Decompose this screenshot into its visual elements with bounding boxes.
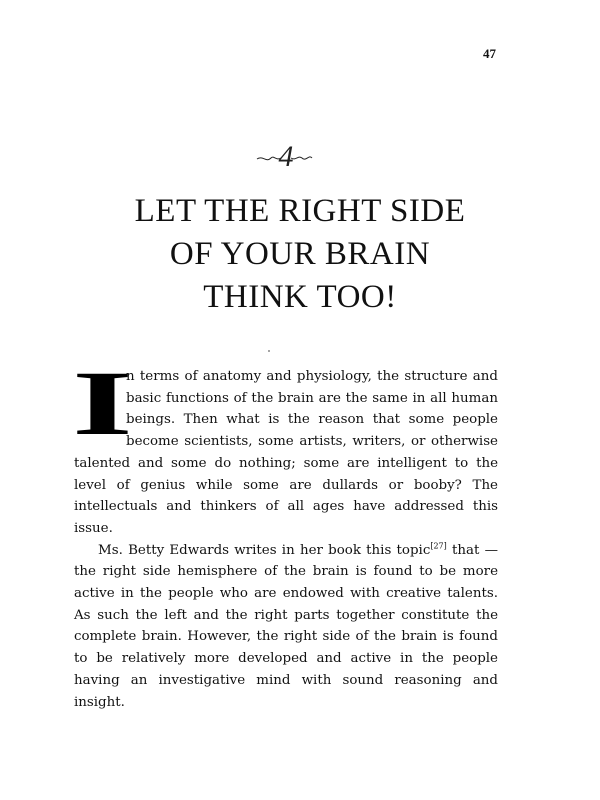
chapter-title: [60, 190, 540, 319]
paragraph-1-text: n terms of anatomy and physiology, the structure and basic functions of the brain are the same in all human beings. Then what is the reason that some people become scientists, some artists, writers, or otherwise talented and some do nothing; some are intelligent to the level of genius while some are dullards or booby? The intellectuals and thinkers of all ages have addressed this issue.: [74, 369, 498, 536]
chapter-number-ornament: [0, 136, 600, 176]
chapter-title-line-2: OF YOUR BRAIN: [169, 236, 431, 272]
paragraph-2-text-start: Ms. Betty Edwards writes in her book this topic: [98, 542, 431, 558]
ornament-right-flourish: [291, 157, 312, 159]
ornament-left-flourish: [257, 157, 281, 160]
chapter-title-line-3: THINK TOO!: [203, 279, 397, 315]
footnote-reference[interactable]: [27]: [430, 541, 447, 551]
chapter-number: 4: [278, 140, 294, 173]
scan-speck: [268, 350, 270, 352]
body-text: [72, 352, 498, 713]
chapter-title-line-1: LET THE RIGHT SIDE: [134, 193, 466, 229]
paragraph-2-text-end: that — the right side hemisphere of the brain is found to be more active in the people who are endowed with creative talents. As such the left and the right parts together constitute the complete brain. However, the right side of the brain is found to be relatively more developed and active in the people having an investigative mind with sound reasoning and insight.: [74, 542, 498, 710]
paragraph-1: [72, 352, 498, 540]
paragraph-2: [74, 540, 498, 714]
page-number: 47: [483, 46, 496, 61]
drop-cap: I: [72, 352, 133, 454]
